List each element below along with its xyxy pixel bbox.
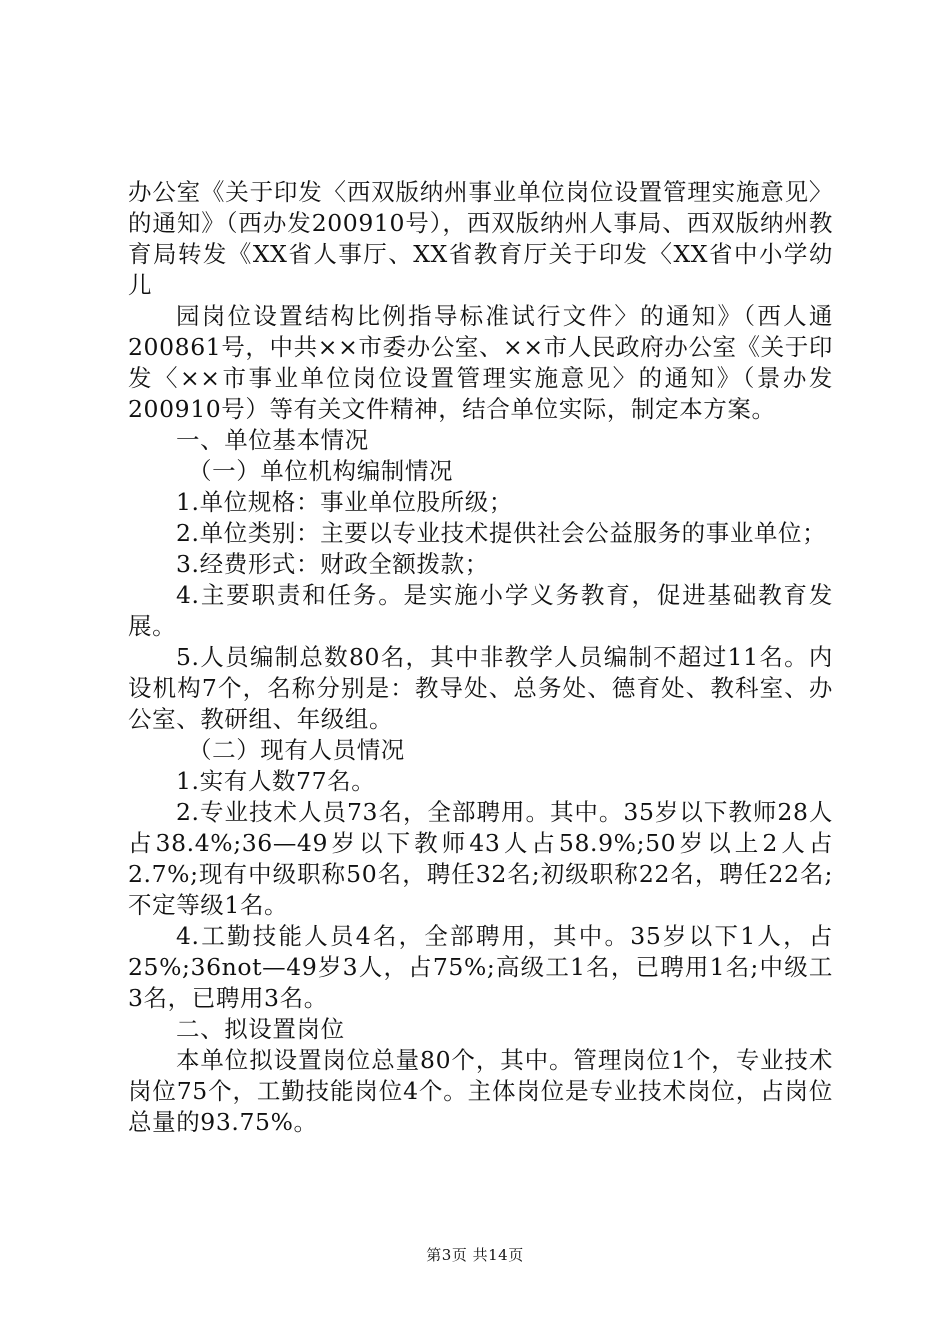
list-item-technical-staff: 2.专业技术人员73名，全部聘用。其中。35岁以下教师28人占38.4%;36—49岁以下教师43人占58.9%;50岁以上2人占2.7%;现有中级职称50名，聘任32名;初级职称22名，聘任22名;不定等级1名。 — [128, 798, 833, 919]
subsection-heading-org-staffing: （一）单位机构编制情况 — [188, 457, 454, 485]
paragraph-1: 办公室《关于印发〈西双版纳州事业单位岗位设置管理实施意见〉的通知》（西办发200910号），西双版纳州人事局、西双版纳州教育局转发《XX省人事厅、XX省教育厅关于印发〈XX省中小学幼儿 — [128, 178, 833, 299]
section-heading-proposed-posts: 二、拟设置岗位 — [176, 1015, 345, 1043]
list-item-unit-level: 1.单位规格：事业单位股所级； — [176, 488, 513, 516]
page-number-label: 第3页 共14页 — [426, 1246, 524, 1264]
paragraph-2: 园岗位设置结构比例指导标准试行文件〉的通知》（西人通200861号，中共××市委办公室、××市人民政府办公室《关于印发〈××市事业单位岗位设置管理实施意见〉的通知》（景办发200910号）等有关文件精神，结合单位实际，制定本方案。 — [128, 302, 833, 423]
section-heading-basic-info: 一、单位基本情况 — [176, 426, 369, 454]
list-item-service-staff: 4.工勤技能人员4名，全部聘用，其中。35岁以下1人，占25%;36not—49岁3人，占75%;高级工1名，已聘用1名;中级工3名，已聘用3名。 — [128, 922, 833, 1012]
paragraph-post-totals: 本单位拟设置岗位总量80个，其中。管理岗位1个，专业技术岗位75个，工勤技能岗位4个。主体岗位是专业技术岗位，占岗位总量的93.75%。 — [128, 1046, 833, 1136]
subsection-heading-current-staff: （二）现有人员情况 — [188, 736, 405, 764]
page-footer — [0, 1244, 950, 1265]
list-item-duties: 4.主要职责和任务。是实施小学义务教育，促进基础教育发展。 — [128, 581, 833, 640]
document-body — [128, 177, 833, 1138]
list-item-unit-category: 2.单位类别：主要以专业技术提供社会公益服务的事业单位； — [176, 519, 827, 547]
list-item-funding: 3.经费形式：财政全额拨款； — [176, 550, 489, 578]
list-item-actual-count: 1.实有人数77名。 — [176, 767, 376, 795]
list-item-staffing-total: 5.人员编制总数80名，其中非教学人员编制不超过11名。内设机构7个，名称分别是：教导处、总务处、德育处、教科室、办公室、教研组、年级组。 — [128, 643, 833, 733]
